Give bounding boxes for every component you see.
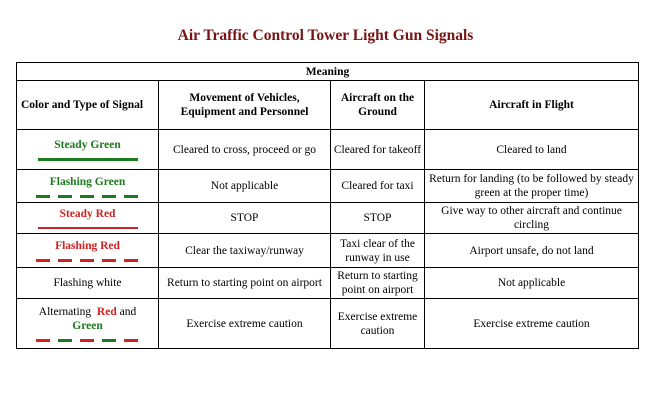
ground-cell: Cleared for takeoff: [331, 130, 425, 170]
signal-label: Flashing white: [53, 277, 122, 289]
signal-label: [17, 305, 158, 333]
table-row: [17, 170, 639, 203]
signals-table: [16, 62, 639, 349]
table-row: [17, 268, 639, 299]
vehicles-cell: STOP: [159, 203, 331, 234]
flight-cell: Cleared to land: [425, 130, 639, 170]
vehicles-cell: Not applicable: [159, 170, 331, 203]
signal-label-part: and: [119, 306, 137, 318]
ground-cell: STOP: [331, 203, 425, 234]
signal-cell: [17, 299, 159, 349]
ground-cell: Cleared for taxi: [331, 170, 425, 203]
steady-red-line-icon: [38, 227, 138, 230]
flight-cell: Exercise extreme caution: [425, 299, 639, 349]
vehicles-cell: Cleared to cross, proceed or go: [159, 130, 331, 170]
header-flight: Aircraft in Flight: [425, 81, 639, 130]
flight-cell: Return for landing (to be followed by steady green at the proper time): [425, 170, 639, 203]
signal-cell: [17, 268, 159, 299]
ground-cell: Taxi clear of the runway in use: [331, 234, 425, 268]
signal-cell: [17, 234, 159, 268]
signal-label-part: Alternating: [38, 306, 92, 318]
signal-label: Steady Red: [59, 207, 116, 220]
table-row: [17, 299, 639, 349]
header-signal: Color and Type of Signal: [17, 81, 159, 130]
signal-cell: [17, 203, 159, 234]
flight-cell: Airport unsafe, do not land: [425, 234, 639, 268]
flashing-green-line-icon: [36, 195, 140, 198]
vehicles-cell: Return to starting point on airport: [159, 268, 331, 299]
signal-label-green: Green: [72, 320, 103, 332]
meaning-header: Meaning: [17, 63, 639, 81]
signal-cell: [17, 130, 159, 170]
header-vehicles: Movement of Vehicles, Equipment and Personnel: [159, 81, 331, 130]
flashing-red-line-icon: [36, 259, 140, 262]
flight-cell: Not applicable: [425, 268, 639, 299]
vehicles-cell: Exercise extreme caution: [159, 299, 331, 349]
page-title: Air Traffic Control Tower Light Gun Signals: [177, 27, 474, 44]
table-row: [17, 203, 639, 234]
ground-cell: Return to starting point on airport: [331, 268, 425, 299]
table-header-row: [17, 81, 639, 130]
flight-cell: Give way to other aircraft and continue circling: [425, 203, 639, 234]
vehicles-cell: Clear the taxiway/runway: [159, 234, 331, 268]
table-row: [17, 130, 639, 170]
table-row: [17, 234, 639, 268]
signal-cell: [17, 170, 159, 203]
signal-label: Steady Green: [54, 139, 121, 151]
signal-label-red: Red: [96, 306, 117, 318]
alternating-red-green-line-icon: [36, 339, 140, 342]
header-ground: Aircraft on the Ground: [331, 81, 425, 130]
ground-cell: Exercise extreme caution: [331, 299, 425, 349]
steady-green-line-icon: [38, 158, 138, 161]
signal-label: Flashing Red: [55, 240, 120, 252]
signal-label: Flashing Green: [49, 175, 126, 188]
